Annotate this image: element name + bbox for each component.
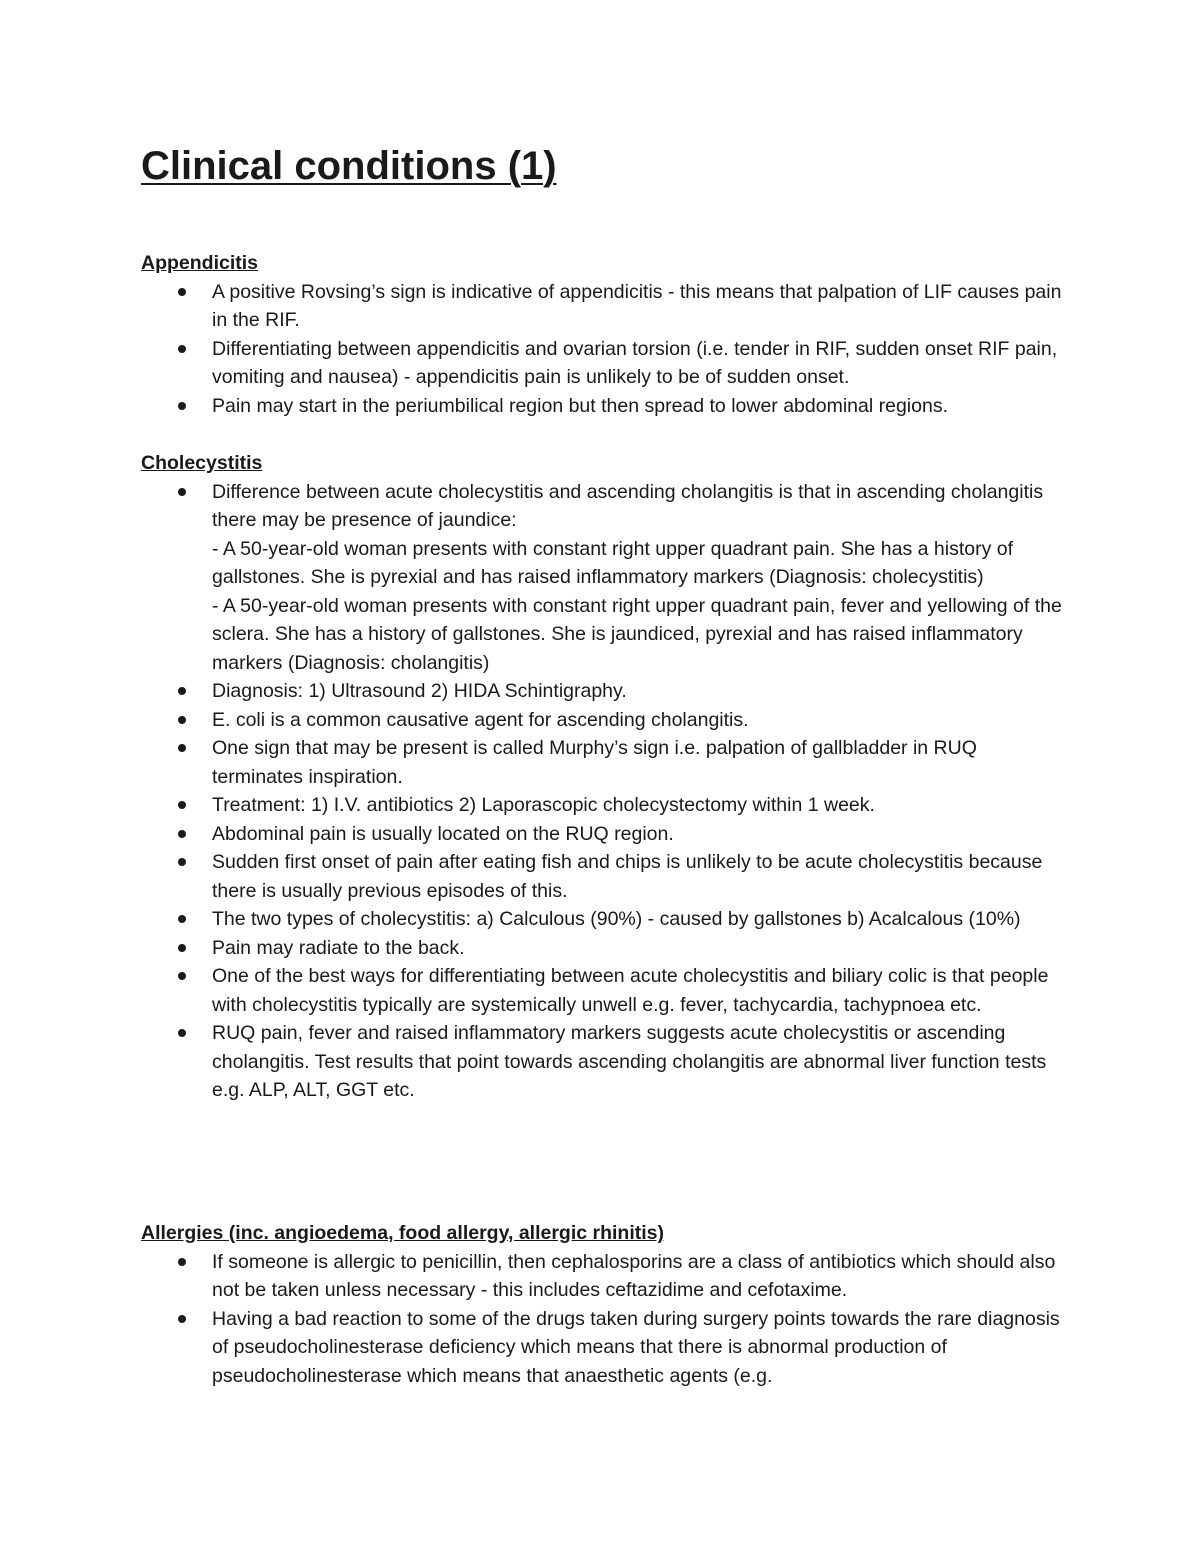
section-heading: Cholecystitis (141, 452, 263, 474)
bullet-list (141, 478, 1071, 1105)
list-item-text: The two types of cholecystitis: a) Calculous (90%) - caused by gallstones b) Acalcalous (10%) (212, 908, 1021, 930)
section-appendicitis (141, 249, 1071, 420)
page-title: Clinical conditions (1) (141, 144, 557, 188)
bullet-icon (178, 716, 186, 724)
list-item (141, 1248, 1071, 1305)
bullet-icon (178, 402, 186, 410)
list-item (141, 706, 1071, 735)
list-item (141, 1019, 1071, 1105)
bullet-icon (178, 1258, 186, 1266)
bullet-icon (178, 830, 186, 838)
section-heading: Allergies (inc. angioedema, food allergy, allergic rhinitis) (141, 1222, 665, 1244)
bullet-icon (178, 915, 186, 923)
list-item (141, 734, 1071, 791)
list-item (141, 962, 1071, 1019)
list-item-text: Differentiating between appendicitis and ovarian torsion (i.e. tender in RIF, sudden onset RIF pain, vomiting and nausea) - appendicitis pain is unlikely to be of sudden onset. (212, 337, 1058, 388)
list-item-text: If someone is allergic to penicillin, then cephalosporins are a class of antibiotics which should also not be taken unless necessary - this includes ceftazidime and cefotaxime. (212, 1250, 1056, 1301)
list-item-text: E. coli is a common causative agent for ascending cholangitis. (212, 708, 749, 731)
list-item-text: One sign that may be present is called Murphy’s sign i.e. palpation of gallbladder in RUQ terminates inspiration. (212, 737, 977, 788)
list-item (141, 335, 1071, 392)
list-item-text: Abdominal pain is usually located on the RUQ region. (212, 822, 674, 845)
list-item (141, 1305, 1071, 1391)
case-example-text: - A 50-year-old woman presents with constant right upper quadrant pain, fever and yellowing of the sclera. She has a history of gallstones. She is jaundiced, pyrexial and has raised inflammatory markers (Diagnosis: cholangitis) (212, 594, 1062, 674)
section-cholecystitis (141, 449, 1071, 1105)
section-heading: Appendicitis (141, 252, 259, 274)
list-item (141, 478, 1071, 678)
list-item (141, 392, 1071, 421)
list-item-text: RUQ pain, fever and raised inflammatory markers suggests acute cholecystitis or ascending cholangitis. Test results that point towards ascending cholangitis are abnormal liver function tests e.g. ALP, ALT, GGT etc. (212, 1022, 1047, 1101)
list-item-text: Pain may start in the periumbilical region but then spread to lower abdominal regions. (212, 394, 948, 417)
bullet-icon (178, 744, 186, 752)
bullet-list (141, 1248, 1071, 1391)
list-item (141, 820, 1071, 849)
list-item-text: Treatment: 1) I.V. antibiotics 2) Laporascopic cholecystectomy within 1 week. (212, 794, 875, 816)
bullet-icon (178, 488, 186, 496)
bullet-icon (178, 1029, 186, 1037)
bullet-icon (178, 801, 186, 809)
list-item-text: Pain may radiate to the back. (212, 936, 465, 959)
list-item-text: Having a bad reaction to some of the drugs taken during surgery points towards the rare diagnosis of pseudocholinesterase deficiency which means that there is abnormal production of pseudocholinesterase which means that anaesthetic agents (e.g. (212, 1307, 1060, 1387)
list-item (141, 848, 1071, 905)
list-item (141, 905, 1071, 934)
list-item (141, 791, 1071, 820)
list-item-text: One of the best ways for differentiating between acute cholecystitis and biliary colic is that people with cholecystitis typically are systemically unwell e.g. fever, tachycardia, tachypnoea etc. (212, 965, 1049, 1016)
case-example-text: - A 50-year-old woman presents with constant right upper quadrant pain. She has a history of gallstones. She is pyrexial and has raised inflammatory markers (Diagnosis: cholecystitis) (212, 537, 1014, 588)
bullet-icon (178, 687, 186, 695)
bullet-icon (178, 972, 186, 980)
list-item-text: Sudden first onset of pain after eating fish and chips is unlikely to be acute cholecystitis because there is usually previous episodes of this. (212, 851, 1043, 902)
list-item (141, 278, 1071, 335)
list-item-text: Difference between acute cholecystitis and ascending cholangitis is that in ascending cholangitis there may be presence of jaundice: (212, 480, 1044, 531)
bullet-icon (178, 345, 186, 353)
section-allergies (141, 1219, 1071, 1390)
list-item-text: Diagnosis: 1) Ultrasound 2) HIDA Schintigraphy. (212, 680, 627, 702)
bullet-icon (178, 1315, 186, 1323)
list-item-text: A positive Rovsing’s sign is indicative of appendicitis - this means that palpation of LIF causes pain in the RIF. (212, 280, 1062, 331)
bullet-icon (178, 944, 186, 952)
bullet-icon (178, 288, 186, 296)
list-item (141, 934, 1071, 963)
list-item (141, 677, 1071, 706)
bullet-list (141, 278, 1071, 421)
bullet-icon (178, 858, 186, 866)
